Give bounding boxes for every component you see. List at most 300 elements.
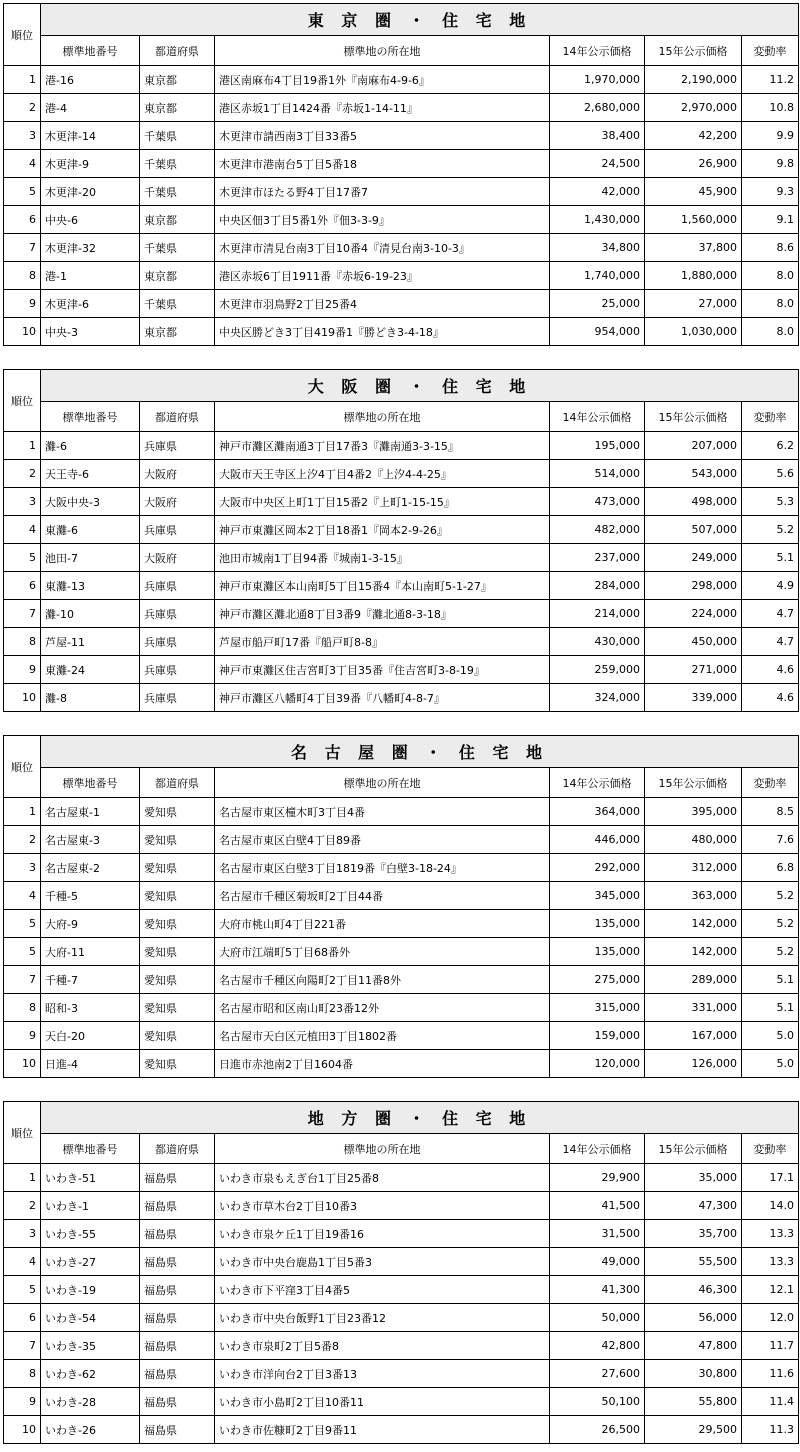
rank-cell: 4 [4, 516, 41, 544]
table-row [4, 910, 799, 938]
rate-cell: 8.0 [742, 318, 799, 346]
rank-cell: 10 [4, 684, 41, 712]
p15-cell: 142,000 [645, 938, 742, 966]
pref-cell: 愛知県 [140, 910, 215, 938]
addr-cell: 中央区勝どき3丁目419番1『勝どき3-4-18』 [215, 318, 550, 346]
rank-cell: 2 [4, 1192, 41, 1220]
pref-cell: 兵庫県 [140, 516, 215, 544]
table-row [4, 1416, 799, 1444]
p14-cell: 34,800 [550, 234, 645, 262]
p14-cell: 214,000 [550, 600, 645, 628]
table-row [4, 432, 799, 460]
pref-cell: 愛知県 [140, 882, 215, 910]
code-cell: 千種-7 [41, 966, 140, 994]
addr-cell: 木更津市清見台南3丁目10番4『清見台南3-10-3』 [215, 234, 550, 262]
addr-cell: 名古屋市東区白壁4丁目89番 [215, 826, 550, 854]
pref-cell: 東京都 [140, 66, 215, 94]
pref-cell: 愛知県 [140, 994, 215, 1022]
p14-cell: 473,000 [550, 488, 645, 516]
p14-cell: 42,800 [550, 1332, 645, 1360]
p14-cell: 2,680,000 [550, 94, 645, 122]
p15-cell: 1,030,000 [645, 318, 742, 346]
column-header-code: 標準地番号 [41, 768, 140, 798]
table-row [4, 994, 799, 1022]
column-header-p14: 14年公示価格 [550, 36, 645, 66]
addr-cell: 池田市城南1丁目94番『城南1-3-15』 [215, 544, 550, 572]
rank-cell: 9 [4, 1022, 41, 1050]
p14-cell: 159,000 [550, 1022, 645, 1050]
p14-cell: 237,000 [550, 544, 645, 572]
section-title: 大 阪 圏 ・ 住 宅 地 [41, 370, 799, 402]
column-header-p15: 15年公示価格 [645, 36, 742, 66]
rank-cell: 8 [4, 628, 41, 656]
rate-cell: 5.0 [742, 1050, 799, 1078]
p14-cell: 27,600 [550, 1360, 645, 1388]
p15-cell: 1,560,000 [645, 206, 742, 234]
rank-cell: 9 [4, 290, 41, 318]
addr-cell: 神戸市灘区八幡町4丁目39番『八幡町4-8-7』 [215, 684, 550, 712]
rank-column-header: 順位 [4, 370, 41, 432]
code-cell: 大府-11 [41, 938, 140, 966]
rate-cell: 11.4 [742, 1388, 799, 1416]
rank-cell: 6 [4, 206, 41, 234]
p15-cell: 207,000 [645, 432, 742, 460]
addr-cell: 港区赤坂1丁目1424番『赤坂1-14-11』 [215, 94, 550, 122]
pref-cell: 東京都 [140, 206, 215, 234]
table-row [4, 1192, 799, 1220]
addr-cell: 名古屋市千種区菊坂町2丁目44番 [215, 882, 550, 910]
p15-cell: 30,800 [645, 1360, 742, 1388]
rank-cell: 3 [4, 854, 41, 882]
addr-cell: いわき市泉もえぎ台1丁目25番8 [215, 1164, 550, 1192]
code-cell: 芦屋-11 [41, 628, 140, 656]
code-cell: 池田-7 [41, 544, 140, 572]
code-cell: 名古屋東-2 [41, 854, 140, 882]
rank-cell: 2 [4, 826, 41, 854]
p14-cell: 430,000 [550, 628, 645, 656]
section-title: 地 方 圏 ・ 住 宅 地 [41, 1102, 799, 1134]
column-header-addr: 標準地の所在地 [215, 768, 550, 798]
pref-cell: 福島県 [140, 1164, 215, 1192]
p15-cell: 167,000 [645, 1022, 742, 1050]
rate-cell: 11.2 [742, 66, 799, 94]
addr-cell: いわき市洋向台2丁目3番13 [215, 1360, 550, 1388]
rate-cell: 5.6 [742, 460, 799, 488]
pref-cell: 東京都 [140, 262, 215, 290]
addr-cell: 神戸市灘区灘南通3丁目17番3『灘南通3-3-15』 [215, 432, 550, 460]
p15-cell: 126,000 [645, 1050, 742, 1078]
rank-cell: 7 [4, 600, 41, 628]
rate-cell: 5.1 [742, 994, 799, 1022]
p14-cell: 25,000 [550, 290, 645, 318]
addr-cell: 名古屋市東区橦木町3丁目4番 [215, 798, 550, 826]
code-cell: 灘-10 [41, 600, 140, 628]
pref-cell: 福島県 [140, 1416, 215, 1444]
table-row [4, 1388, 799, 1416]
rank-cell: 6 [4, 1304, 41, 1332]
p14-cell: 482,000 [550, 516, 645, 544]
rate-cell: 5.1 [742, 966, 799, 994]
addr-cell: 神戸市東灘区住吉宮町3丁目35番『住吉宮町3-8-19』 [215, 656, 550, 684]
p15-cell: 498,000 [645, 488, 742, 516]
code-cell: 灘-6 [41, 432, 140, 460]
rank-cell: 7 [4, 234, 41, 262]
pref-cell: 兵庫県 [140, 684, 215, 712]
code-cell: いわき-55 [41, 1220, 140, 1248]
rank-cell: 2 [4, 460, 41, 488]
rate-cell: 12.1 [742, 1276, 799, 1304]
table-row [4, 966, 799, 994]
rank-cell: 3 [4, 488, 41, 516]
table-row [4, 1332, 799, 1360]
p14-cell: 315,000 [550, 994, 645, 1022]
rank-cell: 10 [4, 1416, 41, 1444]
rate-cell: 4.6 [742, 656, 799, 684]
code-cell: 港-1 [41, 262, 140, 290]
code-cell: 東灘-24 [41, 656, 140, 684]
pref-cell: 千葉県 [140, 150, 215, 178]
rate-cell: 9.1 [742, 206, 799, 234]
rank-cell: 1 [4, 1164, 41, 1192]
p14-cell: 1,970,000 [550, 66, 645, 94]
table-row [4, 1220, 799, 1248]
rank-cell: 5 [4, 178, 41, 206]
pref-cell: 千葉県 [140, 122, 215, 150]
rate-cell: 5.1 [742, 544, 799, 572]
rank-cell: 2 [4, 94, 41, 122]
p14-cell: 120,000 [550, 1050, 645, 1078]
table-row [4, 628, 799, 656]
p14-cell: 42,000 [550, 178, 645, 206]
rate-cell: 9.3 [742, 178, 799, 206]
table-row [4, 206, 799, 234]
code-cell: 大阪中央-3 [41, 488, 140, 516]
table-row [4, 234, 799, 262]
addr-cell: 木更津市羽鳥野2丁目25番4 [215, 290, 550, 318]
table-row [4, 66, 799, 94]
rate-cell: 5.2 [742, 938, 799, 966]
addr-cell: いわき市泉ケ丘1丁目19番16 [215, 1220, 550, 1248]
code-cell: 天王寺-6 [41, 460, 140, 488]
addr-cell: 大府市江端町5丁目68番外 [215, 938, 550, 966]
addr-cell: 木更津市港南台5丁目5番18 [215, 150, 550, 178]
rank-cell: 9 [4, 1388, 41, 1416]
p15-cell: 543,000 [645, 460, 742, 488]
addr-cell: 名古屋市昭和区南山町23番12外 [215, 994, 550, 1022]
p15-cell: 271,000 [645, 656, 742, 684]
p15-cell: 331,000 [645, 994, 742, 1022]
column-header-rate: 変動率 [742, 768, 799, 798]
rank-cell: 4 [4, 882, 41, 910]
rank-column-header: 順位 [4, 4, 41, 66]
p15-cell: 507,000 [645, 516, 742, 544]
rank-cell: 1 [4, 432, 41, 460]
p15-cell: 312,000 [645, 854, 742, 882]
code-cell: 天白-20 [41, 1022, 140, 1050]
p14-cell: 41,500 [550, 1192, 645, 1220]
addr-cell: 中央区佃3丁目5番1外『佃3-3-9』 [215, 206, 550, 234]
table-row [4, 262, 799, 290]
addr-cell: 名古屋市天白区元植田3丁目1802番 [215, 1022, 550, 1050]
rank-column-header: 順位 [4, 736, 41, 798]
table-row [4, 938, 799, 966]
p15-cell: 42,200 [645, 122, 742, 150]
rank-cell: 5 [4, 1276, 41, 1304]
pref-cell: 兵庫県 [140, 432, 215, 460]
rate-cell: 8.6 [742, 234, 799, 262]
rate-cell: 11.7 [742, 1332, 799, 1360]
p14-cell: 50,000 [550, 1304, 645, 1332]
pref-cell: 大阪府 [140, 544, 215, 572]
code-cell: 木更津-9 [41, 150, 140, 178]
table-row [4, 1360, 799, 1388]
code-cell: 日進-4 [41, 1050, 140, 1078]
p15-cell: 55,500 [645, 1248, 742, 1276]
p15-cell: 56,000 [645, 1304, 742, 1332]
table-row [4, 290, 799, 318]
column-header-rate: 変動率 [742, 36, 799, 66]
rank-cell: 1 [4, 66, 41, 94]
addr-cell: 芦屋市船戸町17番『船戸町8-8』 [215, 628, 550, 656]
code-cell: 灘-8 [41, 684, 140, 712]
addr-cell: 大阪市天王寺区上汐4丁目4番2『上汐4-4-25』 [215, 460, 550, 488]
p15-cell: 450,000 [645, 628, 742, 656]
rate-cell: 4.6 [742, 684, 799, 712]
rate-cell: 10.8 [742, 94, 799, 122]
addr-cell: 名古屋市千種区向陽町2丁目11番8外 [215, 966, 550, 994]
pref-cell: 福島県 [140, 1388, 215, 1416]
addr-cell: 大府市桃山町4丁目221番 [215, 910, 550, 938]
addr-cell: いわき市中央台鹿島1丁目5番3 [215, 1248, 550, 1276]
code-cell: 木更津-6 [41, 290, 140, 318]
ranking-table [3, 735, 799, 1078]
table-row [4, 826, 799, 854]
p14-cell: 364,000 [550, 798, 645, 826]
table-row [4, 854, 799, 882]
pref-cell: 福島県 [140, 1360, 215, 1388]
rate-cell: 5.2 [742, 910, 799, 938]
table-row [4, 572, 799, 600]
p15-cell: 26,900 [645, 150, 742, 178]
column-header-code: 標準地番号 [41, 402, 140, 432]
addr-cell: 名古屋市東区白壁3丁目1819番『白壁3-18-24』 [215, 854, 550, 882]
rank-cell: 10 [4, 318, 41, 346]
code-cell: 大府-9 [41, 910, 140, 938]
column-header-p14: 14年公示価格 [550, 1134, 645, 1164]
rank-cell: 3 [4, 1220, 41, 1248]
p15-cell: 480,000 [645, 826, 742, 854]
column-header-rate: 変動率 [742, 402, 799, 432]
rate-cell: 13.3 [742, 1220, 799, 1248]
p15-cell: 37,800 [645, 234, 742, 262]
column-header-code: 標準地番号 [41, 1134, 140, 1164]
rank-cell: 9 [4, 656, 41, 684]
code-cell: 名古屋東-3 [41, 826, 140, 854]
p14-cell: 38,400 [550, 122, 645, 150]
table-row [4, 178, 799, 206]
column-header-p15: 15年公示価格 [645, 402, 742, 432]
ranking-table [3, 1101, 799, 1444]
table-row [4, 684, 799, 712]
rank-cell: 5 [4, 910, 41, 938]
pref-cell: 兵庫県 [140, 572, 215, 600]
pref-cell: 愛知県 [140, 1050, 215, 1078]
pref-cell: 愛知県 [140, 826, 215, 854]
rank-cell: 7 [4, 966, 41, 994]
table-row [4, 488, 799, 516]
pref-cell: 千葉県 [140, 290, 215, 318]
p15-cell: 298,000 [645, 572, 742, 600]
rate-cell: 12.0 [742, 1304, 799, 1332]
code-cell: 港-4 [41, 94, 140, 122]
p15-cell: 142,000 [645, 910, 742, 938]
rate-cell: 9.8 [742, 150, 799, 178]
rate-cell: 14.0 [742, 1192, 799, 1220]
code-cell: 千種-5 [41, 882, 140, 910]
rank-cell: 1 [4, 798, 41, 826]
code-cell: いわき-19 [41, 1276, 140, 1304]
addr-cell: いわき市中央台飯野1丁目23番12 [215, 1304, 550, 1332]
pref-cell: 愛知県 [140, 1022, 215, 1050]
table-row [4, 516, 799, 544]
rate-cell: 4.7 [742, 600, 799, 628]
rank-cell: 4 [4, 150, 41, 178]
pref-cell: 福島県 [140, 1220, 215, 1248]
column-header-p14: 14年公示価格 [550, 768, 645, 798]
ranking-table [3, 3, 799, 346]
table-row [4, 798, 799, 826]
p14-cell: 50,100 [550, 1388, 645, 1416]
pref-cell: 千葉県 [140, 234, 215, 262]
p15-cell: 249,000 [645, 544, 742, 572]
p14-cell: 41,300 [550, 1276, 645, 1304]
table-row [4, 94, 799, 122]
pref-cell: 愛知県 [140, 798, 215, 826]
table-row [4, 318, 799, 346]
p14-cell: 514,000 [550, 460, 645, 488]
rate-cell: 8.0 [742, 290, 799, 318]
p14-cell: 29,900 [550, 1164, 645, 1192]
pref-cell: 愛知県 [140, 966, 215, 994]
addr-cell: いわき市佐糠町2丁目9番11 [215, 1416, 550, 1444]
code-cell: いわき-1 [41, 1192, 140, 1220]
table-row [4, 1050, 799, 1078]
code-cell: 木更津-14 [41, 122, 140, 150]
code-cell: 東灘-6 [41, 516, 140, 544]
addr-cell: 神戸市東灘区本山南町5丁目15番4『本山南町5-1-27』 [215, 572, 550, 600]
code-cell: 名古屋東-1 [41, 798, 140, 826]
rank-column-header: 順位 [4, 1102, 41, 1164]
rank-cell: 4 [4, 1248, 41, 1276]
table-row [4, 122, 799, 150]
column-header-pref: 都道府県 [140, 1134, 215, 1164]
p15-cell: 27,000 [645, 290, 742, 318]
ranking-table [3, 369, 799, 712]
column-header-rate: 変動率 [742, 1134, 799, 1164]
rank-cell: 5 [4, 938, 41, 966]
p14-cell: 1,430,000 [550, 206, 645, 234]
p15-cell: 339,000 [645, 684, 742, 712]
p15-cell: 55,800 [645, 1388, 742, 1416]
p14-cell: 324,000 [550, 684, 645, 712]
rank-cell: 3 [4, 122, 41, 150]
column-header-addr: 標準地の所在地 [215, 1134, 550, 1164]
pref-cell: 千葉県 [140, 178, 215, 206]
rate-cell: 4.7 [742, 628, 799, 656]
code-cell: いわき-54 [41, 1304, 140, 1332]
code-cell: 木更津-32 [41, 234, 140, 262]
rate-cell: 13.3 [742, 1248, 799, 1276]
p14-cell: 24,500 [550, 150, 645, 178]
rank-cell: 8 [4, 262, 41, 290]
rate-cell: 5.0 [742, 1022, 799, 1050]
rank-cell: 10 [4, 1050, 41, 1078]
table-row [4, 1304, 799, 1332]
p15-cell: 1,880,000 [645, 262, 742, 290]
p15-cell: 29,500 [645, 1416, 742, 1444]
column-header-code: 標準地番号 [41, 36, 140, 66]
table-row [4, 882, 799, 910]
code-cell: いわき-28 [41, 1388, 140, 1416]
p15-cell: 2,970,000 [645, 94, 742, 122]
p14-cell: 49,000 [550, 1248, 645, 1276]
table-row [4, 600, 799, 628]
p14-cell: 31,500 [550, 1220, 645, 1248]
p15-cell: 47,800 [645, 1332, 742, 1360]
rate-cell: 8.5 [742, 798, 799, 826]
table-row [4, 150, 799, 178]
pref-cell: 福島県 [140, 1248, 215, 1276]
addr-cell: いわき市泉町2丁目5番8 [215, 1332, 550, 1360]
table-row [4, 544, 799, 572]
pref-cell: 愛知県 [140, 854, 215, 882]
code-cell: 中央-6 [41, 206, 140, 234]
table-row [4, 1276, 799, 1304]
pref-cell: 福島県 [140, 1192, 215, 1220]
p14-cell: 345,000 [550, 882, 645, 910]
p14-cell: 135,000 [550, 938, 645, 966]
code-cell: 東灘-13 [41, 572, 140, 600]
column-header-pref: 都道府県 [140, 402, 215, 432]
column-header-pref: 都道府県 [140, 36, 215, 66]
rate-cell: 8.0 [742, 262, 799, 290]
p15-cell: 224,000 [645, 600, 742, 628]
p15-cell: 363,000 [645, 882, 742, 910]
p14-cell: 284,000 [550, 572, 645, 600]
section-title: 名 古 屋 圏 ・ 住 宅 地 [41, 736, 799, 768]
table-row [4, 656, 799, 684]
rate-cell: 5.2 [742, 516, 799, 544]
pref-cell: 兵庫県 [140, 656, 215, 684]
p15-cell: 289,000 [645, 966, 742, 994]
addr-cell: 港区赤坂6丁目1911番『赤坂6-19-23』 [215, 262, 550, 290]
addr-cell: 日進市赤池南2丁目1604番 [215, 1050, 550, 1078]
column-header-pref: 都道府県 [140, 768, 215, 798]
rate-cell: 9.9 [742, 122, 799, 150]
column-header-p15: 15年公示価格 [645, 1134, 742, 1164]
addr-cell: いわき市草木台2丁目10番3 [215, 1192, 550, 1220]
p14-cell: 26,500 [550, 1416, 645, 1444]
pref-cell: 福島県 [140, 1276, 215, 1304]
column-header-addr: 標準地の所在地 [215, 36, 550, 66]
p15-cell: 35,000 [645, 1164, 742, 1192]
addr-cell: 大阪市中央区上町1丁目15番2『上町1-15-15』 [215, 488, 550, 516]
p15-cell: 47,300 [645, 1192, 742, 1220]
pref-cell: 東京都 [140, 94, 215, 122]
table-row [4, 460, 799, 488]
code-cell: 木更津-20 [41, 178, 140, 206]
rate-cell: 4.9 [742, 572, 799, 600]
